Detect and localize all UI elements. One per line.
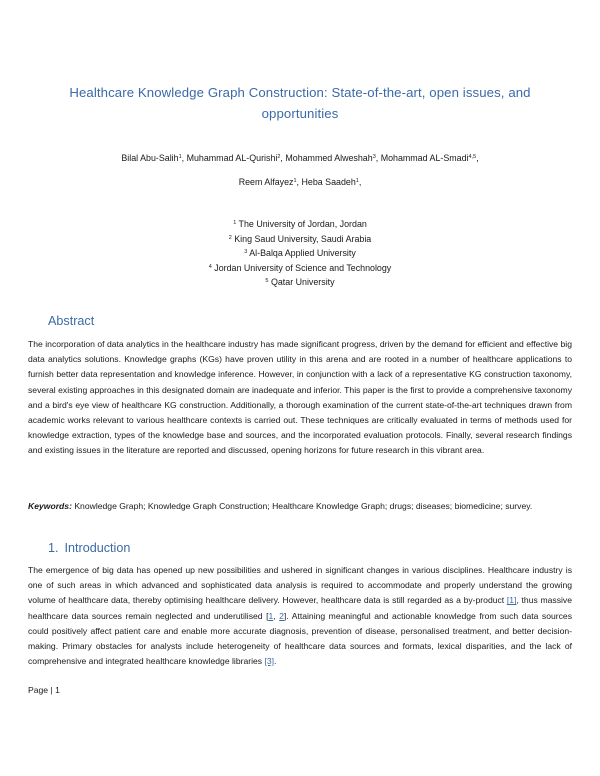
author-separator: , xyxy=(476,153,479,163)
author-name: Mohammed Alweshah xyxy=(285,153,373,163)
author xyxy=(301,177,361,187)
abstract-text: The incorporation of data analytics in the healthcare industry has made significant progress, driven by the demand for efficient and effective big data analytics solutions. Knowledge graphs (KGs) have proven utility in this arena and are rooted in a number of healthcare applications to furnish better data representation and knowledge inference. However, in conjunction with a lack of a representative KG construction taxonomy, several existing approaches in this designated domain are inadequate and inferior. This paper is the first to provide a comprehensive taxonomy and a bird's eye view of healthcare KG construction. Additionally, a thorough examination of the current state-of-the-art techniques drawn from academic works relevant to various healthcare contexts is carried out. These techniques are critically evaluated in terms of methods used for knowledge extraction, types of the knowledge base and sources, and the incorporated evaluation protocols. Finally, several research findings and existing issues in the literature are reported and discussed, opening horizons for future research in this vibrant area. xyxy=(28,339,572,456)
intro-text-1: The emergence of big data has opened up new possibilities and ushered in significant changes in various disciplines. Healthcare industry is one of such areas in which advanced and sophisticated data analysis is required to accommodate and properly understand the growing volume of healthcare data, thereby optimising healthcare delivery. However, healthcare data is still regarded as a by-product xyxy=(28,565,572,606)
author-name: Heba Saadeh xyxy=(301,177,356,187)
citation-separator: , xyxy=(273,610,280,621)
author-separator: , xyxy=(280,153,286,163)
affiliation-mark: 4 xyxy=(208,263,212,270)
author-separator: , xyxy=(375,153,381,163)
page-footer: Page | 1 xyxy=(28,685,60,695)
affiliation-text: Al-Balqa Applied University xyxy=(247,248,356,259)
author-affiliation-mark: 4,5 xyxy=(468,154,477,160)
intro-text-2: , thus massive healthcare data sources remain neglected and underutilised [ xyxy=(28,595,572,621)
author xyxy=(239,177,302,187)
affiliation-mark: 5 xyxy=(265,278,269,285)
author-affiliation-mark: 1 xyxy=(355,178,359,184)
author-separator: , xyxy=(358,177,362,187)
section-number: 1. xyxy=(48,541,59,555)
author-affiliation-mark: 2 xyxy=(277,154,281,160)
keywords-paragraph xyxy=(28,499,572,514)
author-affiliation-mark: 3 xyxy=(372,154,376,160)
author-name: Bilal Abu-Salih xyxy=(121,153,179,163)
author xyxy=(381,153,479,163)
citation-link-2[interactable]: 2 xyxy=(279,610,284,621)
affiliation-text: The University of Jordan, Jordan xyxy=(236,219,367,229)
affiliation-list xyxy=(80,217,520,290)
author-name: Reem Alfayez xyxy=(238,177,294,187)
author-name: Muhammad AL-Qurishi xyxy=(186,153,278,163)
author-line-1 xyxy=(30,146,570,170)
author-list xyxy=(30,146,570,194)
author xyxy=(121,153,186,163)
abstract-heading: Abstract xyxy=(48,314,95,328)
author-line-2 xyxy=(30,170,570,194)
citation-link-1b[interactable]: 1 xyxy=(268,610,274,621)
affiliation-item xyxy=(80,261,520,276)
author-affiliation-mark: 1 xyxy=(293,178,297,184)
affiliation-item xyxy=(80,217,520,232)
paper-title: Healthcare Knowledge Graph Construction: State-of-the-art, open issues, and opportunities xyxy=(69,85,531,121)
affiliation-item xyxy=(80,275,520,290)
citation-link-3[interactable]: [3] xyxy=(264,656,275,667)
author-separator: , xyxy=(296,177,302,187)
affiliation-text: Qatar University xyxy=(268,277,335,288)
intro-text-3: ]. Attaining meaningful and actionable knowledge from such data sources could positively affect patient care and enable more accurate diagnosis, prevention of disease, personalised treatment, and better decision-making. Primary obstacles for analysts include heterogeneity of healthcare data sources and formats, lexical disparities, and the lack of comprehensive and integrated healthcare knowledge libraries xyxy=(28,610,572,667)
affiliation-mark: 2 xyxy=(228,234,232,241)
introduction-paragraph xyxy=(28,563,572,669)
author-affiliation-mark: 1 xyxy=(178,154,182,160)
keywords-label: Keywords: xyxy=(28,501,72,511)
author xyxy=(285,153,380,163)
affiliation-text: King Saud University, Saudi Arabia xyxy=(231,233,372,244)
author-separator: , xyxy=(181,153,187,163)
author-name: Mohammad AL-Smadi xyxy=(380,153,469,163)
affiliation-item xyxy=(80,232,520,247)
keywords-text: Knowledge Graph; Knowledge Graph Construction; Healthcare Knowledge Graph; drugs; diseases; biomedicine; survey. xyxy=(74,501,533,511)
citation-link-1[interactable]: [1] xyxy=(506,595,517,606)
author xyxy=(187,153,286,163)
intro-text-4: . xyxy=(274,656,277,667)
section-title: Introduction xyxy=(64,541,131,555)
affiliation-mark: 1 xyxy=(233,220,237,226)
affiliation-text: Jordan University of Science and Technology xyxy=(211,262,392,273)
affiliation-item xyxy=(80,246,520,261)
introduction-heading xyxy=(48,541,136,555)
affiliation-mark: 3 xyxy=(244,249,248,256)
